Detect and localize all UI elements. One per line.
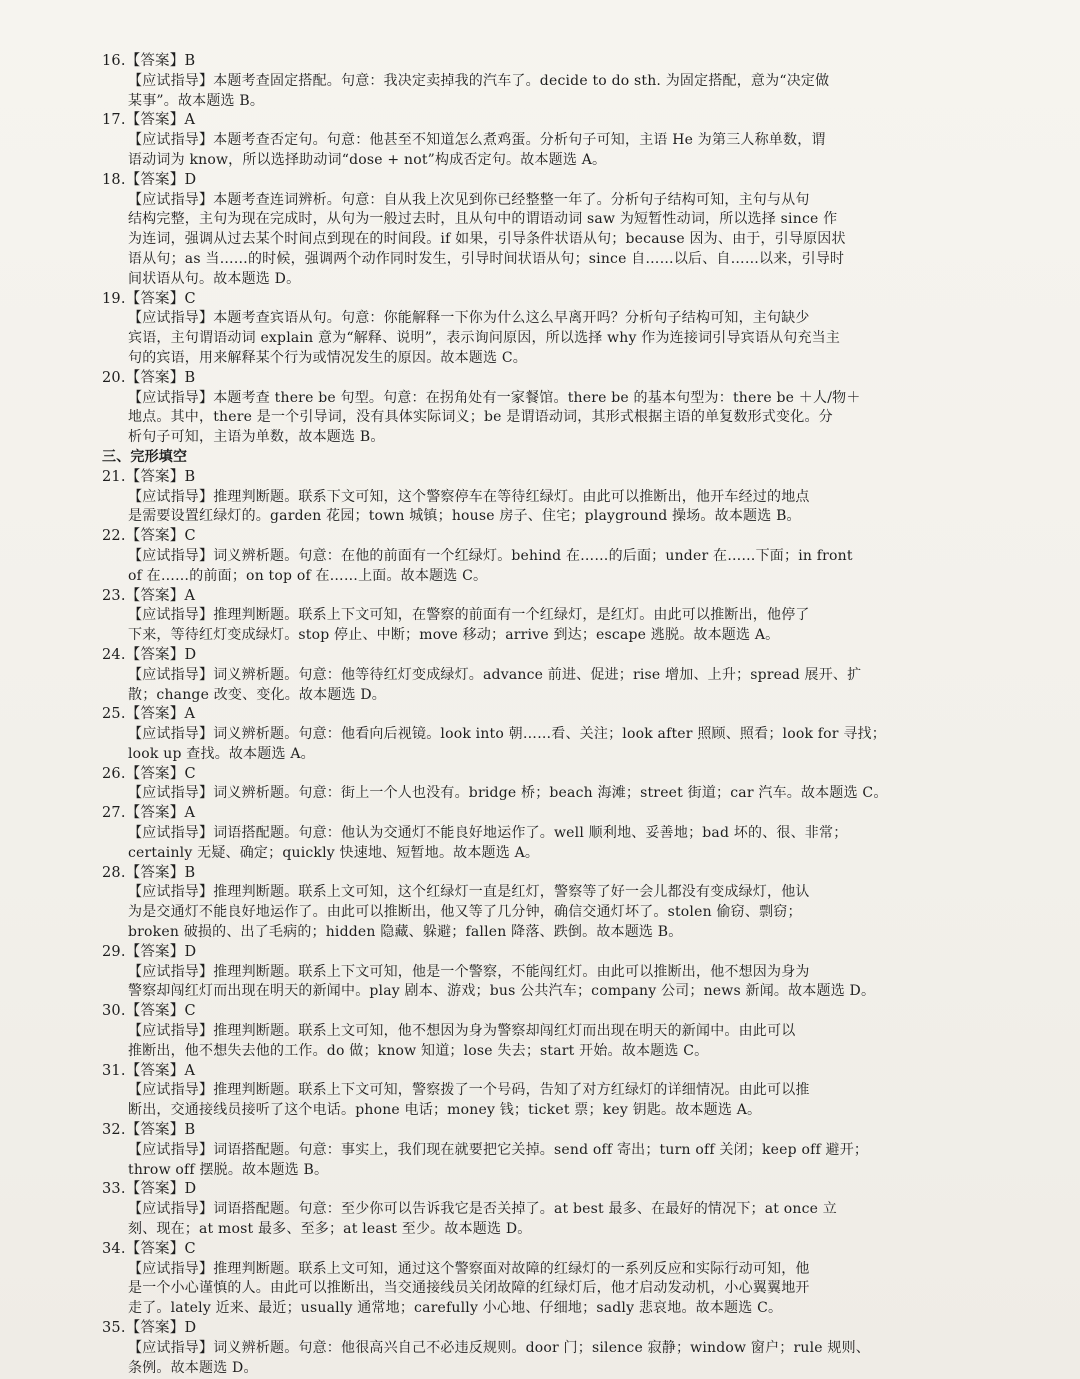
answer-line: 21.【答案】B (102, 468, 196, 485)
guide-line: 为连词，强调从过去某个时间点到现在的时间段。if 如果，引导条件状语从句；because 因为、由于，引导原因状 (128, 231, 846, 248)
answer-line: 20.【答案】B (102, 369, 196, 386)
answer-line: 27.【答案】A (102, 805, 196, 822)
answer-line: 18.【答案】D (102, 171, 197, 188)
guide-line: 间状语从句。故本题选 D。 (128, 270, 301, 287)
guide-line: 【应试指导】词语搭配题。句意：至少你可以告诉我它是否关掉了。at best 最多、在最好的情况下；at once 立 (128, 1201, 837, 1218)
answer-line: 35.【答案】D (102, 1320, 197, 1336)
guide-line: 是需要设置红绿灯的。garden 花园；town 城镇；house 房子、住宅；playground 操场。故本题选 B。 (128, 508, 801, 525)
answer-line: 33.【答案】D (102, 1181, 197, 1198)
guide-line: 句的宾语，用来解释某个行为或情况发生的原因。故本题选 C。 (128, 349, 527, 366)
guide-line: broken 破损的、出了毛病的；hidden 隐藏、躲避；fallen 降落、跌倒。故本题选 B。 (128, 924, 683, 941)
guide-line: 【应试指导】推理判断题。联系上下文可知，警察拨了一个号码，告知了对方红绿灯的详细情况。由此可以推 (128, 1082, 810, 1099)
answer-line: 24.【答案】D (102, 646, 197, 663)
guide-line: 宾语，主句谓语动词 explain 意为“解释、说明”，表示询问原因，所以选择 why 作为连接词引导宾语从句充当主 (128, 330, 841, 347)
guide-line: 是一个小心谨慎的人。由此可以推断出，当交通接线员关闭故障的红绿灯后，他才启动发动机，小心翼翼地开 (128, 1280, 810, 1297)
guide-line: 【应试指导】词义辨析题。句意：在他的前面有一个红绿灯。behind 在……的后面；under 在……下面；in front (128, 547, 853, 564)
guide-line: 下来，等待红灯变成绿灯。stop 停止、中断；move 移动；arrive 到达；escape 逃脱。故本题选 A。 (128, 627, 780, 644)
answer-line: 17.【答案】A (102, 112, 196, 129)
guide-line: 【应试指导】推理判断题。联系上文可知，这个红绿灯一直是红灯，警察等了好一会儿都没有变成绿灯，他认 (128, 884, 810, 901)
guide-line: 地点。其中，there 是一个引导词，没有具体实际词义；be 是谓语动词，其形式根据主语的单复数形式变化。分 (128, 409, 833, 426)
guide-line: 为是交通灯不能良好地运作了。由此可以推断出，他又等了几分钟，确信交通灯坏了。stolen 偷窃、剽窃； (128, 904, 802, 921)
answer-line: 30.【答案】C (102, 1003, 196, 1020)
section-heading: 三、完形填空 (102, 448, 188, 465)
answer-line: 26.【答案】C (102, 765, 196, 782)
guide-line: 走了。lately 近来、最近；usually 通常地；carefully 小心地、仔细地；sadly 悲哀地。故本题选 C。 (128, 1300, 783, 1317)
guide-line: 【应试指导】推理判断题。联系上下文可知，他是一个警察，不能闯红灯。由此可以推断出，他不想因为身为 (128, 963, 810, 980)
answer-line: 34.【答案】C (102, 1240, 196, 1257)
guide-line: 结构完整，主句为现在完成时，从句为一般过去时，且从句中的谓语动词 saw 为短暂性动词，所以选择 since 作 (128, 211, 838, 228)
guide-line: 语动词为 know，所以选择助动词“dose + not”构成否定句。故本题选 A。 (128, 151, 607, 168)
guide-line: of 在……的前面；on top of 在……上面。故本题选 C。 (128, 567, 488, 584)
answer-line: 25.【答案】A (102, 706, 196, 723)
guide-line: 推断出，他不想失去他的工作。do 做；know 知道；lose 失去；start 开始。故本题选 C。 (128, 1042, 709, 1059)
guide-line: throw off 摆脱。故本题选 B。 (128, 1161, 329, 1178)
guide-line: 语从句；as 当……的时候，强调两个动作同时发生，引导时间状语从句；since 自……以后、自……以来，引导时 (128, 250, 845, 267)
guide-line: 【应试指导】词义辨析题。句意：他等待红灯变成绿灯。advance 前进、促进；rise 增加、上升；spread 展开、扩 (128, 666, 862, 683)
guide-line: 【应试指导】词语搭配题。句意：事实上，我们现在就要把它关掉。send off 寄出；turn off 关闭；keep off 避开； (128, 1141, 869, 1158)
guide-line: 【应试指导】词语搭配题。句意：他认为交通灯不能良好地运作了。well 顺利地、妥善地；bad 坏的、很、非常； (128, 825, 848, 842)
guide-line: 散；change 改变、变化。故本题选 D。 (128, 686, 386, 703)
answer-lines (102, 52, 1024, 1378)
guide-line: 析句子可知，主语为单数，故本题选 B。 (128, 429, 385, 446)
guide-line: 【应试指导】词义辨析题。句意：他看向后视镜。look into 朝……看、关注；look after 照顾、照看；look for 寻找； (128, 726, 886, 743)
guide-line: 【应试指导】推理判断题。联系上文可知，通过这个警察面对故障的红绿灯的一系列反应和实际行动可知，他 (128, 1260, 810, 1277)
guide-line: 警察却闯红灯而出现在明天的新闻中。play 剧本、游戏；bus 公共汽车；company 公司；news 新闻。故本题选 D。 (128, 983, 876, 1000)
guide-line: 【应试指导】推理判断题。联系上文可知，他不想因为身为警察却闯红灯而出现在明天的新闻中。由此可以 (128, 1023, 796, 1040)
guide-line: 断出，交通接线员接听了这个电话。phone 电话；money 钱；ticket 票；key 钥匙。故本题选 A。 (128, 1102, 762, 1119)
guide-line: 【应试指导】本题考查否定句。句意：他甚至不知道怎么煮鸡蛋。分析句子可知，主语 He 为第三人称单数，谓 (128, 132, 826, 149)
guide-line: 【应试指导】词义辨析题。句意：街上一个人也没有。bridge 桥；beach 海滩；street 街道；car 汽车。故本题选 C。 (128, 785, 888, 802)
guide-line: 某事”。故本题选 B。 (128, 92, 265, 109)
guide-line: 【应试指导】推理判断题。联系下文可知，这个警察停车在等待红绿灯。由此可以推断出，他开车经过的地点 (128, 488, 810, 505)
answer-line: 23.【答案】A (102, 587, 196, 604)
guide-line: 【应试指导】推理判断题。联系上下文可知，在警察的前面有一个红绿灯，是红灯。由此可以推断出，他停了 (128, 607, 810, 624)
answer-line: 29.【答案】D (102, 943, 197, 960)
guide-line: look up 查找。故本题选 A。 (128, 745, 315, 762)
answer-line: 31.【答案】A (102, 1062, 196, 1079)
guide-line: 【应试指导】本题考查连词辨析。句意：自从我上次见到你已经整整一年了。分析句子结构可知，主句与从句 (128, 191, 810, 208)
guide-line: 【应试指导】词义辨析题。句意：他很高兴自己不必违反规则。door 门；silence 寂静；window 窗户；rule 规则、 (128, 1339, 871, 1356)
guide-line: 【应试指导】本题考查固定搭配。句意：我决定卖掉我的汽车了。decide to do sth. 为固定搭配，意为“决定做 (128, 72, 830, 89)
guide-line: 【应试指导】本题考查宾语从句。句意：你能解释一下你为什么这么早离开吗？分析句子结构可知，主句缺少 (128, 310, 810, 327)
guide-line: 条例。故本题选 D。 (128, 1359, 258, 1376)
answer-line: 16.【答案】B (102, 53, 196, 69)
answer-line: 28.【答案】B (102, 864, 196, 881)
answer-line: 32.【答案】B (102, 1122, 196, 1139)
guide-line: 【应试指导】本题考查 there be 句型。句意：在拐角处有一家餐馆。there be 的基本句型为：there be ＋人/物＋ (128, 389, 861, 406)
answer-line: 19.【答案】C (102, 290, 196, 307)
guide-line: 刻、现在；at most 最多、至多；at least 至少。故本题选 D。 (128, 1221, 532, 1238)
answer-line: 22.【答案】C (102, 528, 196, 545)
guide-line: certainly 无疑、确定；quickly 快速地、短暂地。故本题选 A。 (128, 844, 540, 861)
